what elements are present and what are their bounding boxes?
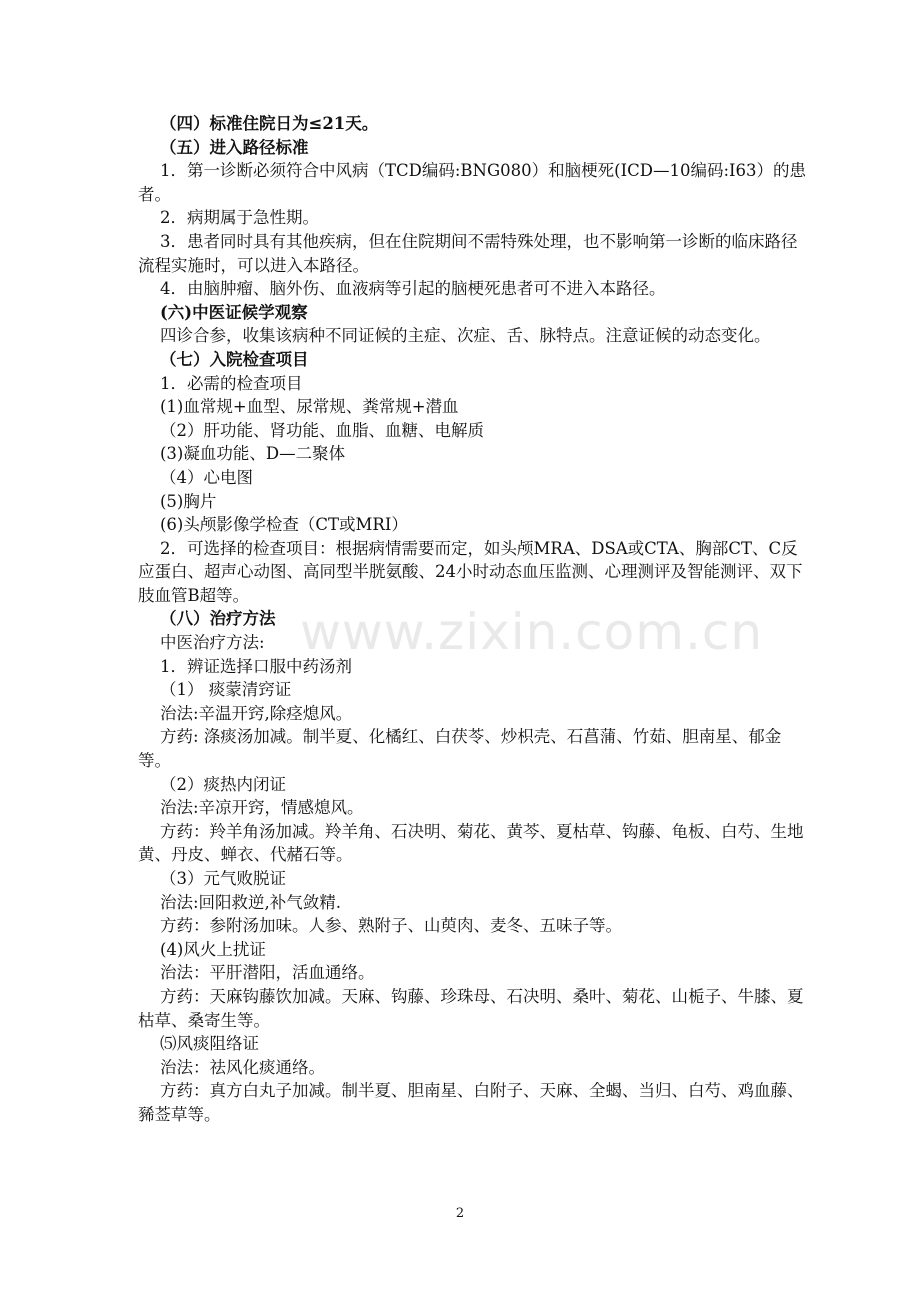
paragraph: 四诊合参，收集该病种不同证候的主症、次症、舌、脉特点。注意证候的动态变化。 — [160, 326, 771, 346]
syndrome-heading: （2）痰热内闭证 — [160, 774, 286, 794]
paragraph: 中医治疗方法: — [160, 633, 265, 653]
paragraph: 1．辨证选择口服中药汤剂 — [160, 656, 352, 676]
prescription: 方药: 涤痰汤加减。制半夏、化橘红、白茯苓、炒枳壳、石菖蒲、竹茹、胆南星、郁金等。 — [138, 727, 782, 771]
syndrome-heading: (4)风火上扰证 — [160, 939, 266, 959]
syndrome-heading: ⑸风痰阻络证 — [160, 1034, 259, 1054]
watermark: www.zixin.com.cn — [300, 603, 764, 661]
list-item: 1．必需的检查项目 — [160, 373, 303, 393]
document-body — [138, 112, 810, 1127]
page-number: 2 — [455, 1206, 465, 1221]
paragraph: 1．第一诊断必须符合中风病（TCD编码:BNG080）和脑梗死(ICD—10编码:I63）的患者。 — [138, 161, 807, 204]
list-item: (3)凝血功能、D—二聚体 — [160, 444, 346, 464]
list-item: (1)血常规+血型、尿常规、粪常规+潜血 — [160, 397, 459, 417]
paragraph: 2．病期属于急性期。 — [160, 208, 319, 228]
paragraph: 4．由脑肿瘤、脑外伤、血液病等引起的脑梗死患者可不进入本路径。 — [160, 279, 666, 299]
treatment-method: 治法：祛风化痰通络。 — [160, 1057, 325, 1077]
section-heading-5: （五）进入路径标准 — [160, 137, 309, 157]
syndrome-heading: （3）元气败脱证 — [160, 869, 286, 888]
treatment-method: 治法:辛凉开窍，情感熄风。 — [160, 798, 364, 818]
prescription: 方药：羚羊角汤加减。羚羊角、石决明、菊花、黄芩、夏枯草、钩藤、龟板、白芍、生地黄、丹皮、蝉衣、代赭石等。 — [138, 821, 804, 865]
prescription: 方药：天麻钩藤饮加减。天麻、钩藤、珍珠母、石决明、桑叶、菊花、山栀子、牛膝、夏枯草、桑寄生等。 — [138, 986, 804, 1030]
prescription: 方药：参附汤加味。人参、熟附子、山萸肉、麦冬、五味子等。 — [160, 916, 622, 936]
paragraph: 3．患者同时具有其他疾病，但在住院期间不需特殊处理，也不影响第一诊断的临床路径流程实施时，可以进入本路径。 — [138, 231, 798, 275]
section-heading-8: （八）治疗方法 — [160, 609, 276, 629]
treatment-method: 治法:辛温开窍,除痉熄风。 — [160, 703, 353, 723]
list-item: (6)头颅影像学检查（CT或MRI） — [160, 515, 408, 535]
section-heading-7: （七）入院检查项目 — [160, 349, 309, 369]
list-item: （4）心电图 — [160, 467, 253, 487]
list-item: (5)胸片 — [160, 491, 217, 511]
list-item: （2）肝功能、肾功能、血脂、血糖、电解质 — [160, 420, 484, 440]
paragraph: 2．可选择的检查项目：根据病情需要而定，如头颅MRA、DSA或CTA、胸部CT、C反应蛋白、超声心动图、高同型半胱氨酸、24小时动态血压监测、心理测评及智能测评、双下肢血管B超等。 — [138, 538, 803, 605]
treatment-method: 治法：平肝潜阳，活血通络。 — [160, 963, 375, 983]
section-heading-4: （四）标准住院日为≤21天。 — [160, 114, 379, 133]
treatment-method: 治法:回阳救逆,补气敛精. — [160, 892, 342, 912]
prescription: 方药：真方白丸子加减。制半夏、胆南星、白附子、天麻、全蝎、当归、白芍、鸡血藤、豨莶草等。 — [138, 1081, 804, 1124]
syndrome-heading: （1） 痰蒙清窍证 — [160, 680, 292, 700]
section-heading-6: (六)中医证候学观察 — [160, 302, 308, 322]
